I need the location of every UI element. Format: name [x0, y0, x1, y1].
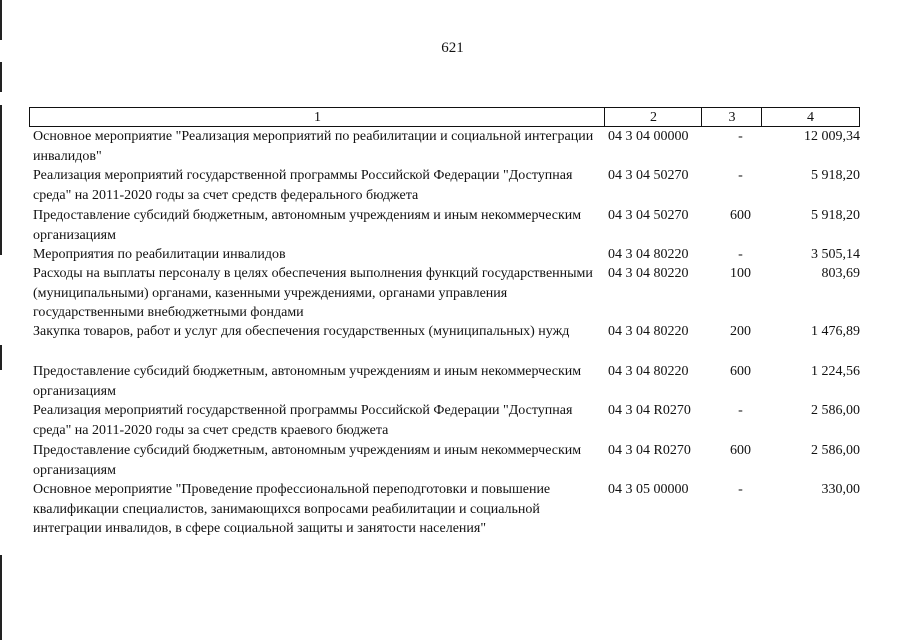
- header-col-4: 4: [807, 110, 814, 125]
- table-row: [33, 127, 863, 166]
- row-code: 04 3 04 00000: [608, 129, 689, 144]
- row-type: -: [738, 168, 743, 183]
- header-col-3: 3: [728, 110, 736, 125]
- scan-edge-mark: [0, 345, 2, 370]
- row-amount: 1 224,56: [811, 364, 860, 379]
- row-type: -: [738, 129, 743, 144]
- row-amount: 5 918,20: [811, 208, 860, 223]
- table-row: [33, 362, 863, 401]
- page-number: 621: [441, 40, 464, 56]
- row-name: Реализация мероприятий государственной программы Российской Федерации "Доступная среда" на 2011-2020 годы за счет средств федерального бюджета: [33, 168, 573, 203]
- table-row: [33, 480, 863, 540]
- row-type: 600: [730, 443, 751, 458]
- row-amount: 330,00: [821, 482, 860, 497]
- row-type: -: [738, 482, 743, 497]
- row-code: 04 3 04 50270: [608, 208, 689, 223]
- row-amount: 5 918,20: [811, 168, 860, 183]
- row-type: 600: [730, 364, 751, 379]
- row-amount: 3 505,14: [811, 247, 860, 262]
- row-amount: 2 586,00: [811, 443, 860, 458]
- header-col-2: 2: [650, 110, 657, 125]
- row-type: -: [738, 403, 743, 418]
- row-type: 100: [730, 266, 751, 281]
- row-amount: 1 476,89: [811, 324, 860, 339]
- table-row: [33, 166, 863, 206]
- row-name: Закупка товаров, работ и услуг для обеспечения государственных (муниципальных) нужд: [33, 324, 570, 339]
- row-name: Расходы на выплаты персоналу в целях обеспечения выполнения функций государственными (муниципальными) органами, казенными учреждениями, органами управления государственными внебюджетными фондами: [33, 266, 593, 320]
- row-code: 04 3 04 R0270: [608, 403, 691, 418]
- table-row: [33, 245, 863, 264]
- row-name: Мероприятия по реабилитации инвалидов: [33, 247, 286, 262]
- table-row: [33, 206, 863, 245]
- scan-edge-mark: [0, 62, 2, 92]
- row-name: Основное мероприятие "Проведение профессиональной переподготовки и повышение квалификации специалистов, занимающихся вопросами реабилитации и социальной интеграции инвалидов, в сфере социальной защиты и занятости населения": [33, 482, 551, 536]
- row-code: 04 3 04 80220: [608, 364, 689, 379]
- table-body: [33, 127, 863, 540]
- row-code: 04 3 04 80220: [608, 266, 689, 281]
- table-header: [29, 107, 860, 127]
- row-amount: 2 586,00: [811, 403, 860, 418]
- row-type: 600: [730, 208, 751, 223]
- row-code: 04 3 04 R0270: [608, 443, 691, 458]
- row-code: 04 3 05 00000: [608, 482, 689, 497]
- table-row: [33, 441, 863, 480]
- header-col-1: 1: [314, 110, 321, 125]
- row-name: Предоставление субсидий бюджетным, автономным учреждениям и иным некоммерческим организациям: [33, 364, 582, 399]
- row-code: 04 3 04 80220: [608, 324, 689, 339]
- table-row: [33, 264, 863, 322]
- row-code: 04 3 04 80220: [608, 247, 689, 262]
- table-row: [33, 401, 863, 441]
- scan-edge-mark: [0, 0, 2, 40]
- row-name: Предоставление субсидий бюджетным, автономным учреждениям и иным некоммерческим организациям: [33, 208, 582, 243]
- row-type: 200: [730, 324, 751, 339]
- row-name: Предоставление субсидий бюджетным, автономным учреждениям и иным некоммерческим организациям: [33, 443, 582, 478]
- row-code: 04 3 04 50270: [608, 168, 689, 183]
- scan-edge-mark: [0, 555, 2, 640]
- row-type: -: [738, 247, 743, 262]
- row-amount: 803,69: [821, 266, 860, 281]
- row-name: Основное мероприятие "Реализация мероприятий по реабилитации и социальной интеграции инвалидов": [33, 129, 594, 164]
- scan-edge-mark: [0, 105, 2, 255]
- row-amount: 12 009,34: [804, 129, 860, 144]
- table-row: [33, 322, 863, 362]
- row-name: Реализация мероприятий государственной программы Российской Федерации "Доступная среда" на 2011-2020 годы за счет средств краевого бюджета: [33, 403, 573, 438]
